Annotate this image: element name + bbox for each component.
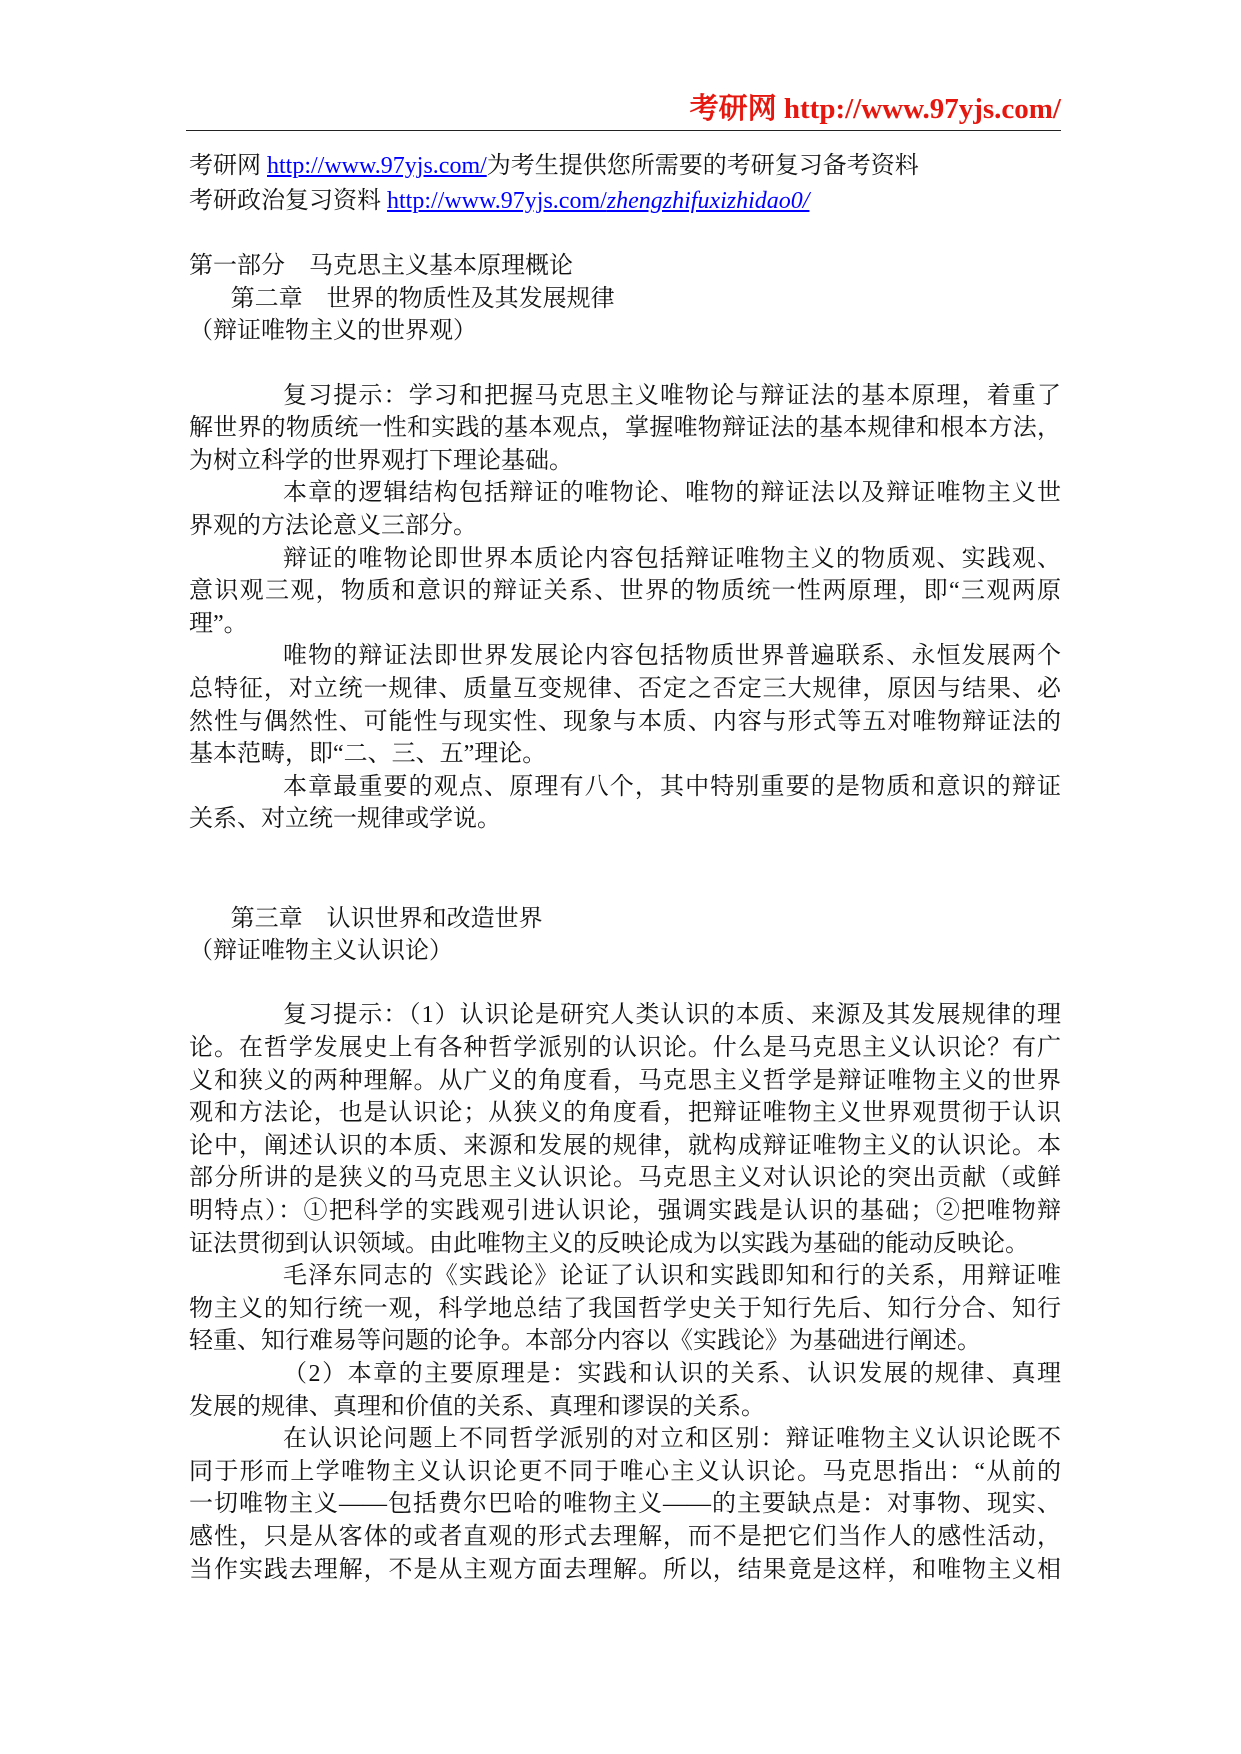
paragraph-line: 一切唯物主义——包括费尔巴哈的唯物主义——的主要缺点是：对事物、现实、 [189,1491,1061,1518]
paragraph [189,771,1061,836]
paragraph-line: 部分所讲的是狭义的马克思主义认识论。马克思主义对认识论的突出贡献（或鲜 [189,1165,1061,1192]
paragraph [189,1260,1061,1358]
paragraph-line: 为树立科学的世界观打下理论基础。 [189,447,573,474]
paragraph-line: 意识观三观，物质和意识的辩证关系、世界的物质统一性两原理，即“三观两原 [189,578,1061,605]
intro-suffix: 为考生提供您所需要的考研复习备考资料 [486,153,919,179]
header-site-name: 考研网 [689,93,777,125]
chapter-subtitle: （辩证唯物主义认识论） [189,938,453,965]
intro-line [189,184,1061,219]
paragraph-line: 轻重、知行难易等问题的论争。本部分内容以《实践论》为基础进行阐述。 [189,1328,981,1355]
paragraph-line: 基本范畴，即“二、三、五”理论。 [189,741,547,768]
paragraph [189,1423,1061,1586]
paragraph-line: 论。在哲学发展史上有各种哲学派别的认识论。什么是马克思主义认识论？有广 [189,1035,1061,1062]
paragraph-line: 明特点）：①把科学的实践观引进认识论，强调实践是认识的基础；②把唯物辩 [189,1198,1061,1225]
document-body [189,149,1061,1586]
paragraph-line: 在认识论问题上不同哲学派别的对立和区别：辩证唯物主义认识论既不 [283,1426,1061,1453]
chapter-title: 第三章 认识世界和改造世界 [230,905,543,932]
paragraph-line: 解世界的物质统一性和实践的基本观点，掌握唯物辩证法的基本规律和根本方法， [189,415,1061,442]
paragraph-line: 发展的规律、真理和价值的关系、真理和谬误的关系。 [189,1393,765,1420]
paragraph-line: 本章的逻辑结构包括辩证的唯物论、唯物的辩证法以及辩证唯物主义世 [283,480,1061,507]
politics-review-link[interactable] [387,188,809,214]
paragraph-line: 复习提示：学习和把握马克思主义唯物论与辩证法的基本原理，着重了 [283,382,1061,409]
part-title: 第一部分 马克思主义基本原理概论 [189,253,573,280]
header-url: http://www.97yjs.com/ [783,93,1061,125]
paragraph-line: 理”。 [189,610,248,637]
chapter-subtitle: （辩证唯物主义的世界观） [189,318,477,345]
chapter-body [189,999,1061,1586]
intro-prefix: 考研网 [189,153,267,179]
paragraph [189,999,1061,1260]
paragraph-line: 唯物的辩证法即世界发展论内容包括物质世界普遍联系、永恒发展两个 [283,643,1061,670]
paragraph-line: 同于形而上学唯物主义认识论更不同于唯心主义认识论。马克思指出：“从前的 [189,1458,1061,1485]
paragraph [189,380,1061,478]
paragraph-line: 关系、对立统一规律或学说。 [189,806,501,833]
paragraph-line: 证法贯彻到认识领域。由此唯物主义的反映论成为以实践为基础的能动反映论。 [189,1230,1029,1257]
paragraph-line: 观和方法论，也是认识论；从狭义的角度看，把辩证唯物主义世界观贯彻于认识 [189,1100,1061,1127]
paragraph-line: （2）本章的主要原理是：实践和认识的关系、认识发展的规律、真理 [283,1360,1061,1387]
paragraph-line: 总特征，对立统一规律、质量互变规律、否定之否定三大规律，原因与结果、必 [189,676,1061,703]
header-rule [186,130,1061,131]
paragraph-line: 然性与偶然性、可能性与现实性、现象与本质、内容与形式等五对唯物辩证法的 [189,708,1061,735]
paragraph-line: 物主义的知行统一观，科学地总结了我国哲学史关于知行先后、知行分合、知行 [189,1295,1061,1322]
paragraph [189,640,1061,770]
paragraph [189,543,1061,641]
paragraph-line: 复习提示：（1）认识论是研究人类认识的本质、来源及其发展规律的理 [283,1002,1061,1029]
chapter-title: 第二章 世界的物质性及其发展规律 [230,285,615,312]
link-base[interactable]: http://www.97yjs.com/ [387,188,607,214]
paragraph-line: 论中，阐述认识的本质、来源和发展的规律，就构成辩证唯物主义的认识论。本 [189,1132,1061,1159]
paragraph-line: 辩证的唯物论即世界本质论内容包括辩证唯物主义的物质观、实践观、 [283,545,1061,572]
paragraph [189,477,1061,542]
intro-prefix: 考研政治复习资料 [189,188,387,214]
paragraph-line: 界观的方法论意义三部分。 [189,513,477,540]
homepage-link[interactable]: http://www.97yjs.com/ [267,153,487,179]
paragraph-line: 感性，只是从客体的或者直观的形式去理解，而不是把它们当作人的感性活动， [189,1523,1061,1550]
site-header [690,90,1061,128]
paragraph-line: 义和狭义的两种理解。从广义的角度看，马克思主义哲学是辩证唯物主义的世界 [189,1067,1061,1094]
chapter-body [189,380,1061,836]
intro-line [189,149,1061,184]
link-path[interactable]: zhengzhifuxizhidao0/ [606,188,810,214]
paragraph [189,1358,1061,1423]
paragraph-line: 当作实践去理解，不是从主观方面去理解。所以，结果竟是这样，和唯物主义相 [189,1556,1061,1583]
paragraph-line: 本章最重要的观点、原理有八个，其中特别重要的是物质和意识的辩证 [283,773,1061,800]
paragraph-line: 毛泽东同志的《实践论》论证了认识和实践即知和行的关系，用辩证唯 [283,1263,1061,1290]
